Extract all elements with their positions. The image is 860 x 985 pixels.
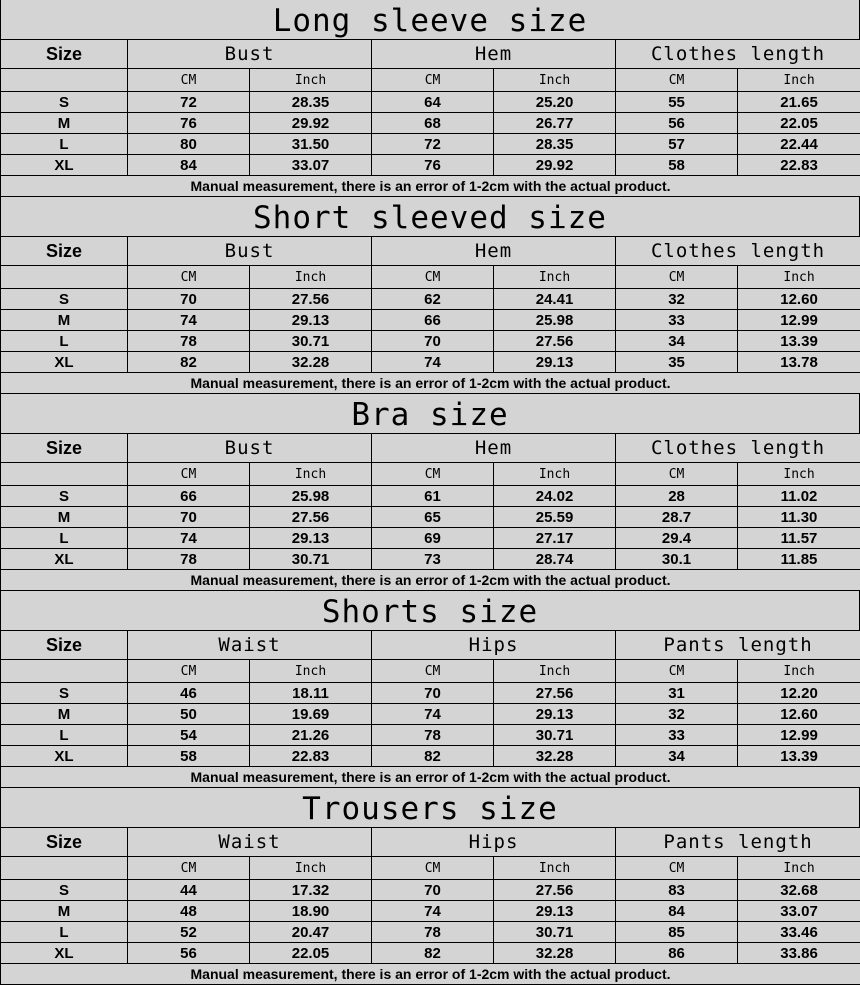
table-row	[1, 683, 860, 704]
blank-cell	[1, 69, 128, 92]
unit-cm-label: CM	[128, 266, 250, 289]
note-row	[1, 176, 860, 197]
measurement-cell: 12.60	[738, 704, 860, 725]
measurement-cell: 20.47	[250, 922, 372, 943]
measurement-cell: 21.65	[738, 92, 860, 113]
measurement-cell: 33	[616, 725, 738, 746]
measurement-cell: 29.13	[250, 310, 372, 331]
size-label-cell: S	[1, 486, 128, 507]
table-title: Long sleeve size	[0, 0, 860, 39]
table-row	[1, 331, 860, 352]
size-table	[0, 236, 860, 394]
measurement-cell: 58	[616, 155, 738, 176]
measurement-group-header: Waist	[128, 631, 372, 660]
measurement-cell: 28	[616, 486, 738, 507]
measurement-cell: 34	[616, 746, 738, 767]
size-table	[0, 827, 860, 985]
measurement-cell: 74	[372, 352, 494, 373]
measurement-cell: 78	[128, 549, 250, 570]
size-column-header: Size	[1, 828, 128, 857]
measurement-cell: 27.56	[250, 507, 372, 528]
note-row	[1, 767, 860, 788]
unit-cm-label: CM	[128, 660, 250, 683]
unit-cm-label: CM	[372, 463, 494, 486]
table-row	[1, 704, 860, 725]
measurement-cell: 56	[616, 113, 738, 134]
size-column-header: Size	[1, 237, 128, 266]
table-row	[1, 725, 860, 746]
blank-cell	[1, 660, 128, 683]
size-label-cell: S	[1, 683, 128, 704]
table-row	[1, 155, 860, 176]
measurement-cell: 18.11	[250, 683, 372, 704]
table-row	[1, 880, 860, 901]
measurement-group-header: Pants length	[616, 828, 860, 857]
measurement-cell: 32.28	[494, 943, 616, 964]
unit-cm-label: CM	[372, 266, 494, 289]
measurement-cell: 82	[372, 746, 494, 767]
unit-inch-label: Inch	[494, 266, 616, 289]
measurement-cell: 66	[128, 486, 250, 507]
size-label-cell: L	[1, 922, 128, 943]
measurement-group-header: Pants length	[616, 631, 860, 660]
measurement-cell: 17.32	[250, 880, 372, 901]
measurement-cell: 28.35	[250, 92, 372, 113]
measurement-cell: 70	[128, 507, 250, 528]
measurement-cell: 13.39	[738, 746, 860, 767]
measurement-note: Manual measurement, there is an error of 1-2cm with the actual product.	[1, 373, 860, 394]
measurement-cell: 28.74	[494, 549, 616, 570]
measurement-cell: 29.13	[494, 352, 616, 373]
measurement-group-header: Bust	[128, 40, 372, 69]
units-row	[1, 463, 860, 486]
measurement-cell: 22.83	[250, 746, 372, 767]
measurement-cell: 30.71	[250, 331, 372, 352]
size-label-cell: S	[1, 289, 128, 310]
measurement-cell: 11.57	[738, 528, 860, 549]
measurement-cell: 22.05	[738, 113, 860, 134]
measurement-cell: 57	[616, 134, 738, 155]
units-row	[1, 857, 860, 880]
unit-cm-label: CM	[616, 266, 738, 289]
size-table-section	[0, 197, 860, 394]
unit-inch-label: Inch	[494, 69, 616, 92]
measurement-cell: 29.13	[250, 528, 372, 549]
unit-inch-label: Inch	[738, 857, 860, 880]
unit-cm-label: CM	[128, 69, 250, 92]
table-title: Trousers size	[0, 788, 860, 827]
measurement-cell: 13.39	[738, 331, 860, 352]
measurement-cell: 27.17	[494, 528, 616, 549]
measurement-group-header: Clothes length	[616, 434, 860, 463]
measurement-cell: 22.05	[250, 943, 372, 964]
measurement-cell: 52	[128, 922, 250, 943]
measurement-cell: 12.60	[738, 289, 860, 310]
measurement-cell: 70	[372, 683, 494, 704]
table-row	[1, 528, 860, 549]
table-row	[1, 922, 860, 943]
table-row	[1, 113, 860, 134]
measurement-group-header: Hips	[372, 631, 616, 660]
measurement-cell: 78	[372, 725, 494, 746]
size-label-cell: S	[1, 880, 128, 901]
measurement-cell: 46	[128, 683, 250, 704]
measurement-cell: 28.35	[494, 134, 616, 155]
unit-inch-label: Inch	[250, 857, 372, 880]
measurement-cell: 29.4	[616, 528, 738, 549]
measurement-cell: 32	[616, 704, 738, 725]
measurement-cell: 78	[128, 331, 250, 352]
measurement-note: Manual measurement, there is an error of 1-2cm with the actual product.	[1, 767, 860, 788]
units-row	[1, 660, 860, 683]
size-label-cell: M	[1, 113, 128, 134]
measurement-cell: 30.1	[616, 549, 738, 570]
unit-cm-label: CM	[372, 857, 494, 880]
measurement-cell: 21.26	[250, 725, 372, 746]
measurement-cell: 30.71	[494, 725, 616, 746]
size-label-cell: L	[1, 134, 128, 155]
measurement-cell: 80	[128, 134, 250, 155]
blank-cell	[1, 266, 128, 289]
size-table	[0, 433, 860, 591]
size-column-header: Size	[1, 434, 128, 463]
blank-cell	[1, 463, 128, 486]
unit-inch-label: Inch	[250, 69, 372, 92]
measurement-group-header: Hem	[372, 434, 616, 463]
size-label-cell: XL	[1, 943, 128, 964]
size-label-cell: S	[1, 92, 128, 113]
measurement-cell: 70	[128, 289, 250, 310]
measurement-cell: 82	[372, 943, 494, 964]
size-table-section	[0, 394, 860, 591]
measurement-group-header: Bust	[128, 434, 372, 463]
measurement-cell: 66	[372, 310, 494, 331]
measurement-cell: 83	[616, 880, 738, 901]
measurement-group-header: Hips	[372, 828, 616, 857]
measurement-cell: 22.44	[738, 134, 860, 155]
unit-cm-label: CM	[372, 69, 494, 92]
note-row	[1, 570, 860, 591]
unit-cm-label: CM	[128, 857, 250, 880]
measurement-cell: 25.98	[250, 486, 372, 507]
size-column-header: Size	[1, 40, 128, 69]
measurement-note: Manual measurement, there is an error of 1-2cm with the actual product.	[1, 570, 860, 591]
measurement-cell: 31	[616, 683, 738, 704]
measurement-cell: 27.56	[494, 880, 616, 901]
table-header-row	[1, 434, 860, 463]
size-table-section	[0, 788, 860, 985]
size-label-cell: L	[1, 331, 128, 352]
measurement-cell: 86	[616, 943, 738, 964]
measurement-cell: 34	[616, 331, 738, 352]
size-label-cell: XL	[1, 746, 128, 767]
size-table-section	[0, 591, 860, 788]
measurement-cell: 76	[372, 155, 494, 176]
measurement-cell: 44	[128, 880, 250, 901]
measurement-cell: 33.46	[738, 922, 860, 943]
measurement-cell: 25.20	[494, 92, 616, 113]
measurement-cell: 70	[372, 880, 494, 901]
measurement-group-header: Clothes length	[616, 40, 860, 69]
size-label-cell: L	[1, 528, 128, 549]
measurement-cell: 27.56	[250, 289, 372, 310]
measurement-cell: 69	[372, 528, 494, 549]
measurement-cell: 11.02	[738, 486, 860, 507]
size-label-cell: XL	[1, 155, 128, 176]
unit-inch-label: Inch	[738, 660, 860, 683]
units-row	[1, 266, 860, 289]
measurement-cell: 22.83	[738, 155, 860, 176]
measurement-cell: 64	[372, 92, 494, 113]
measurement-cell: 31.50	[250, 134, 372, 155]
measurement-cell: 18.90	[250, 901, 372, 922]
unit-inch-label: Inch	[738, 266, 860, 289]
measurement-note: Manual measurement, there is an error of 1-2cm with the actual product.	[1, 964, 860, 985]
size-table	[0, 630, 860, 788]
measurement-cell: 29.13	[494, 901, 616, 922]
unit-inch-label: Inch	[738, 463, 860, 486]
measurement-cell: 29.92	[250, 113, 372, 134]
table-row	[1, 92, 860, 113]
measurement-cell: 56	[128, 943, 250, 964]
unit-cm-label: CM	[616, 857, 738, 880]
measurement-cell: 48	[128, 901, 250, 922]
unit-cm-label: CM	[372, 660, 494, 683]
measurement-cell: 74	[372, 901, 494, 922]
measurement-cell: 58	[128, 746, 250, 767]
measurement-cell: 54	[128, 725, 250, 746]
measurement-cell: 33.07	[738, 901, 860, 922]
unit-inch-label: Inch	[494, 857, 616, 880]
measurement-cell: 32.28	[250, 352, 372, 373]
measurement-cell: 32.28	[494, 746, 616, 767]
table-title: Short sleeved size	[0, 197, 860, 236]
table-row	[1, 352, 860, 373]
measurement-cell: 82	[128, 352, 250, 373]
measurement-cell: 76	[128, 113, 250, 134]
table-row	[1, 901, 860, 922]
measurement-cell: 19.69	[250, 704, 372, 725]
measurement-cell: 70	[372, 331, 494, 352]
measurement-cell: 25.59	[494, 507, 616, 528]
measurement-cell: 62	[372, 289, 494, 310]
measurement-cell: 12.20	[738, 683, 860, 704]
measurement-cell: 74	[128, 310, 250, 331]
size-label-cell: L	[1, 725, 128, 746]
measurement-group-header: Clothes length	[616, 237, 860, 266]
size-label-cell: M	[1, 704, 128, 725]
measurement-cell: 74	[128, 528, 250, 549]
measurement-cell: 74	[372, 704, 494, 725]
unit-cm-label: CM	[616, 69, 738, 92]
measurement-group-header: Bust	[128, 237, 372, 266]
size-label-cell: XL	[1, 352, 128, 373]
measurement-cell: 33	[616, 310, 738, 331]
measurement-cell: 28.7	[616, 507, 738, 528]
unit-inch-label: Inch	[250, 266, 372, 289]
table-header-row	[1, 631, 860, 660]
measurement-cell: 11.30	[738, 507, 860, 528]
unit-inch-label: Inch	[494, 660, 616, 683]
table-title: Shorts size	[0, 591, 860, 630]
measurement-note: Manual measurement, there is an error of 1-2cm with the actual product.	[1, 176, 860, 197]
measurement-cell: 68	[372, 113, 494, 134]
table-row	[1, 486, 860, 507]
measurement-cell: 12.99	[738, 725, 860, 746]
note-row	[1, 373, 860, 394]
measurement-cell: 30.71	[494, 922, 616, 943]
units-row	[1, 69, 860, 92]
measurement-cell: 13.78	[738, 352, 860, 373]
measurement-group-header: Hem	[372, 40, 616, 69]
measurement-cell: 33.86	[738, 943, 860, 964]
size-label-cell: XL	[1, 549, 128, 570]
measurement-cell: 72	[372, 134, 494, 155]
table-title: Bra size	[0, 394, 860, 433]
size-table	[0, 39, 860, 197]
table-row	[1, 289, 860, 310]
table-row	[1, 134, 860, 155]
measurement-cell: 85	[616, 922, 738, 943]
measurement-group-header: Waist	[128, 828, 372, 857]
table-row	[1, 746, 860, 767]
measurement-cell: 25.98	[494, 310, 616, 331]
size-label-cell: M	[1, 507, 128, 528]
unit-inch-label: Inch	[250, 463, 372, 486]
measurement-cell: 33.07	[250, 155, 372, 176]
table-header-row	[1, 237, 860, 266]
measurement-group-header: Hem	[372, 237, 616, 266]
measurement-cell: 84	[616, 901, 738, 922]
table-header-row	[1, 40, 860, 69]
measurement-cell: 61	[372, 486, 494, 507]
unit-cm-label: CM	[616, 660, 738, 683]
table-row	[1, 549, 860, 570]
measurement-cell: 32.68	[738, 880, 860, 901]
table-row	[1, 943, 860, 964]
measurement-cell: 78	[372, 922, 494, 943]
unit-cm-label: CM	[616, 463, 738, 486]
blank-cell	[1, 857, 128, 880]
measurement-cell: 24.02	[494, 486, 616, 507]
measurement-cell: 27.56	[494, 331, 616, 352]
measurement-cell: 55	[616, 92, 738, 113]
size-column-header: Size	[1, 631, 128, 660]
measurement-cell: 24.41	[494, 289, 616, 310]
unit-inch-label: Inch	[494, 463, 616, 486]
measurement-cell: 29.92	[494, 155, 616, 176]
measurement-cell: 35	[616, 352, 738, 373]
unit-inch-label: Inch	[738, 69, 860, 92]
note-row	[1, 964, 860, 985]
measurement-cell: 30.71	[250, 549, 372, 570]
measurement-cell: 72	[128, 92, 250, 113]
size-label-cell: M	[1, 901, 128, 922]
size-table-section	[0, 0, 860, 197]
measurement-cell: 27.56	[494, 683, 616, 704]
measurement-cell: 32	[616, 289, 738, 310]
unit-inch-label: Inch	[250, 660, 372, 683]
table-header-row	[1, 828, 860, 857]
measurement-cell: 73	[372, 549, 494, 570]
measurement-cell: 29.13	[494, 704, 616, 725]
measurement-cell: 12.99	[738, 310, 860, 331]
unit-cm-label: CM	[128, 463, 250, 486]
table-row	[1, 507, 860, 528]
size-label-cell: M	[1, 310, 128, 331]
measurement-cell: 26.77	[494, 113, 616, 134]
measurement-cell: 84	[128, 155, 250, 176]
table-row	[1, 310, 860, 331]
measurement-cell: 65	[372, 507, 494, 528]
measurement-cell: 50	[128, 704, 250, 725]
measurement-cell: 11.85	[738, 549, 860, 570]
